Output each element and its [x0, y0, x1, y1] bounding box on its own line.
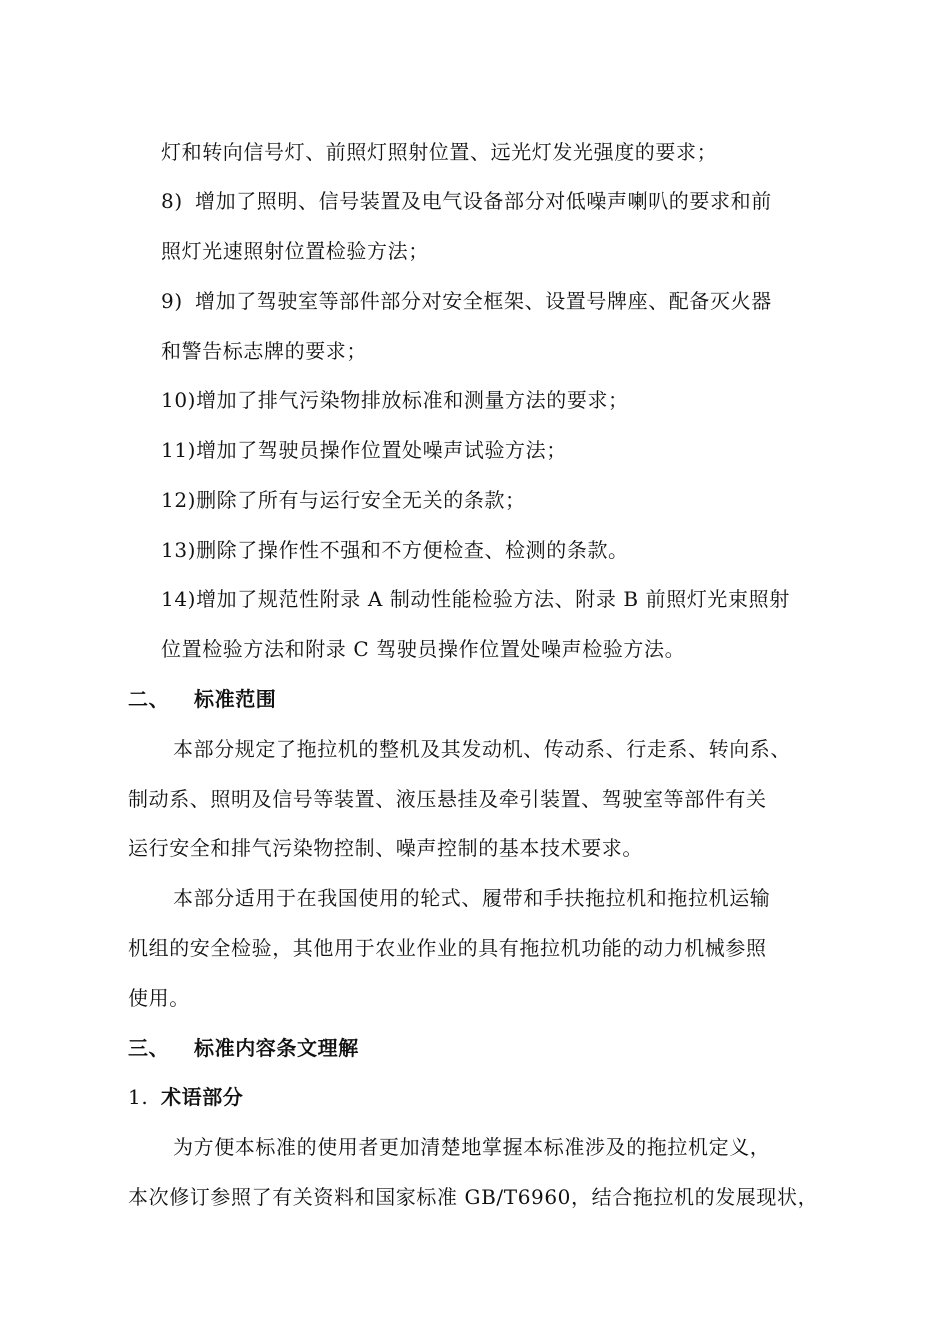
list-item-text: 增加了驾驶室等部件部分对安全框架、设置号牌座、配备灭火器 [195, 289, 772, 313]
list-item-text: 删除了所有与运行安全无关的条款； [196, 488, 526, 512]
subsection-number: 1. [128, 1085, 149, 1109]
list-item-7-continuation: 灯和转向信号灯、前照灯照射位置、远光灯发光强度的要求； [161, 140, 718, 164]
list-item-number: 11) [161, 438, 197, 462]
list-item-11 [161, 436, 567, 464]
section-2-paragraph-1-line-1: 本部分规定了拖拉机的整机及其发动机、传动系、行走系、转向系、 [173, 737, 791, 761]
section-2-paragraph-2-line-3: 使用。 [128, 986, 190, 1010]
list-item-14-continuation: 位置检验方法和附录 C 驾驶员操作位置处噪声检验方法。 [161, 637, 686, 661]
section-2-paragraph-2-line-2: 机组的安全检验，其他用于农业作业的具有拖拉机功能的动力机械参照 [128, 936, 767, 960]
list-item-text: 删除了操作性不强和不方便检查、检测的条款。 [196, 538, 629, 562]
list-item-text: 增加了排气污染物排放标准和测量方法的要求； [196, 388, 629, 412]
section-title: 标准内容条文理解 [194, 1036, 359, 1060]
list-item-10 [161, 386, 629, 414]
list-item-text: 增加了驾驶员操作位置处噪声试验方法； [196, 438, 567, 462]
section-2-heading [128, 685, 276, 713]
subsection-1-heading [128, 1083, 243, 1111]
list-item-9-continuation: 和警告标志牌的要求； [161, 339, 367, 363]
list-item-12 [161, 486, 526, 514]
list-item-14 [161, 585, 790, 613]
section-2-paragraph-1-line-2: 制动系、照明及信号等装置、液压悬挂及牵引装置、驾驶室等部件有关 [128, 787, 767, 811]
list-item-8-continuation: 照灯光速照射位置检验方法； [161, 239, 429, 263]
list-item-text: 增加了规范性附录 A 制动性能检验方法、附录 B 前照灯光束照射 [196, 587, 790, 611]
list-item-number: 8) [161, 189, 183, 213]
list-item-9 [161, 287, 772, 315]
section-number: 二、 [128, 687, 170, 711]
list-item-13 [161, 536, 629, 564]
subsection-title: 术语部分 [161, 1085, 244, 1109]
list-item-number: 9) [161, 289, 183, 313]
section-3-paragraph-line-1: 为方便本标准的使用者更加清楚地掌握本标准涉及的拖拉机定义， [173, 1135, 771, 1159]
list-item-number: 14) [161, 587, 197, 611]
section-3-heading [128, 1034, 359, 1062]
section-3-paragraph-line-2: 本次修订参照了有关资料和国家标准 GB/T6960，结合拖拉机的发展现状， [128, 1185, 819, 1209]
list-item-number: 10) [161, 388, 197, 412]
section-2-paragraph-1-line-3: 运行安全和排气污染物控制、噪声控制的基本技术要求。 [128, 836, 643, 860]
section-2-paragraph-2-line-1: 本部分适用于在我国使用的轮式、履带和手扶拖拉机和拖拉机运输 [173, 886, 771, 910]
section-number: 三、 [128, 1036, 170, 1060]
list-item-text: 增加了照明、信号装置及电气设备部分对低噪声喇叭的要求和前 [195, 189, 772, 213]
section-title: 标准范围 [194, 687, 277, 711]
list-item-number: 13) [161, 538, 197, 562]
list-item-8 [161, 187, 772, 215]
list-item-number: 12) [161, 488, 197, 512]
